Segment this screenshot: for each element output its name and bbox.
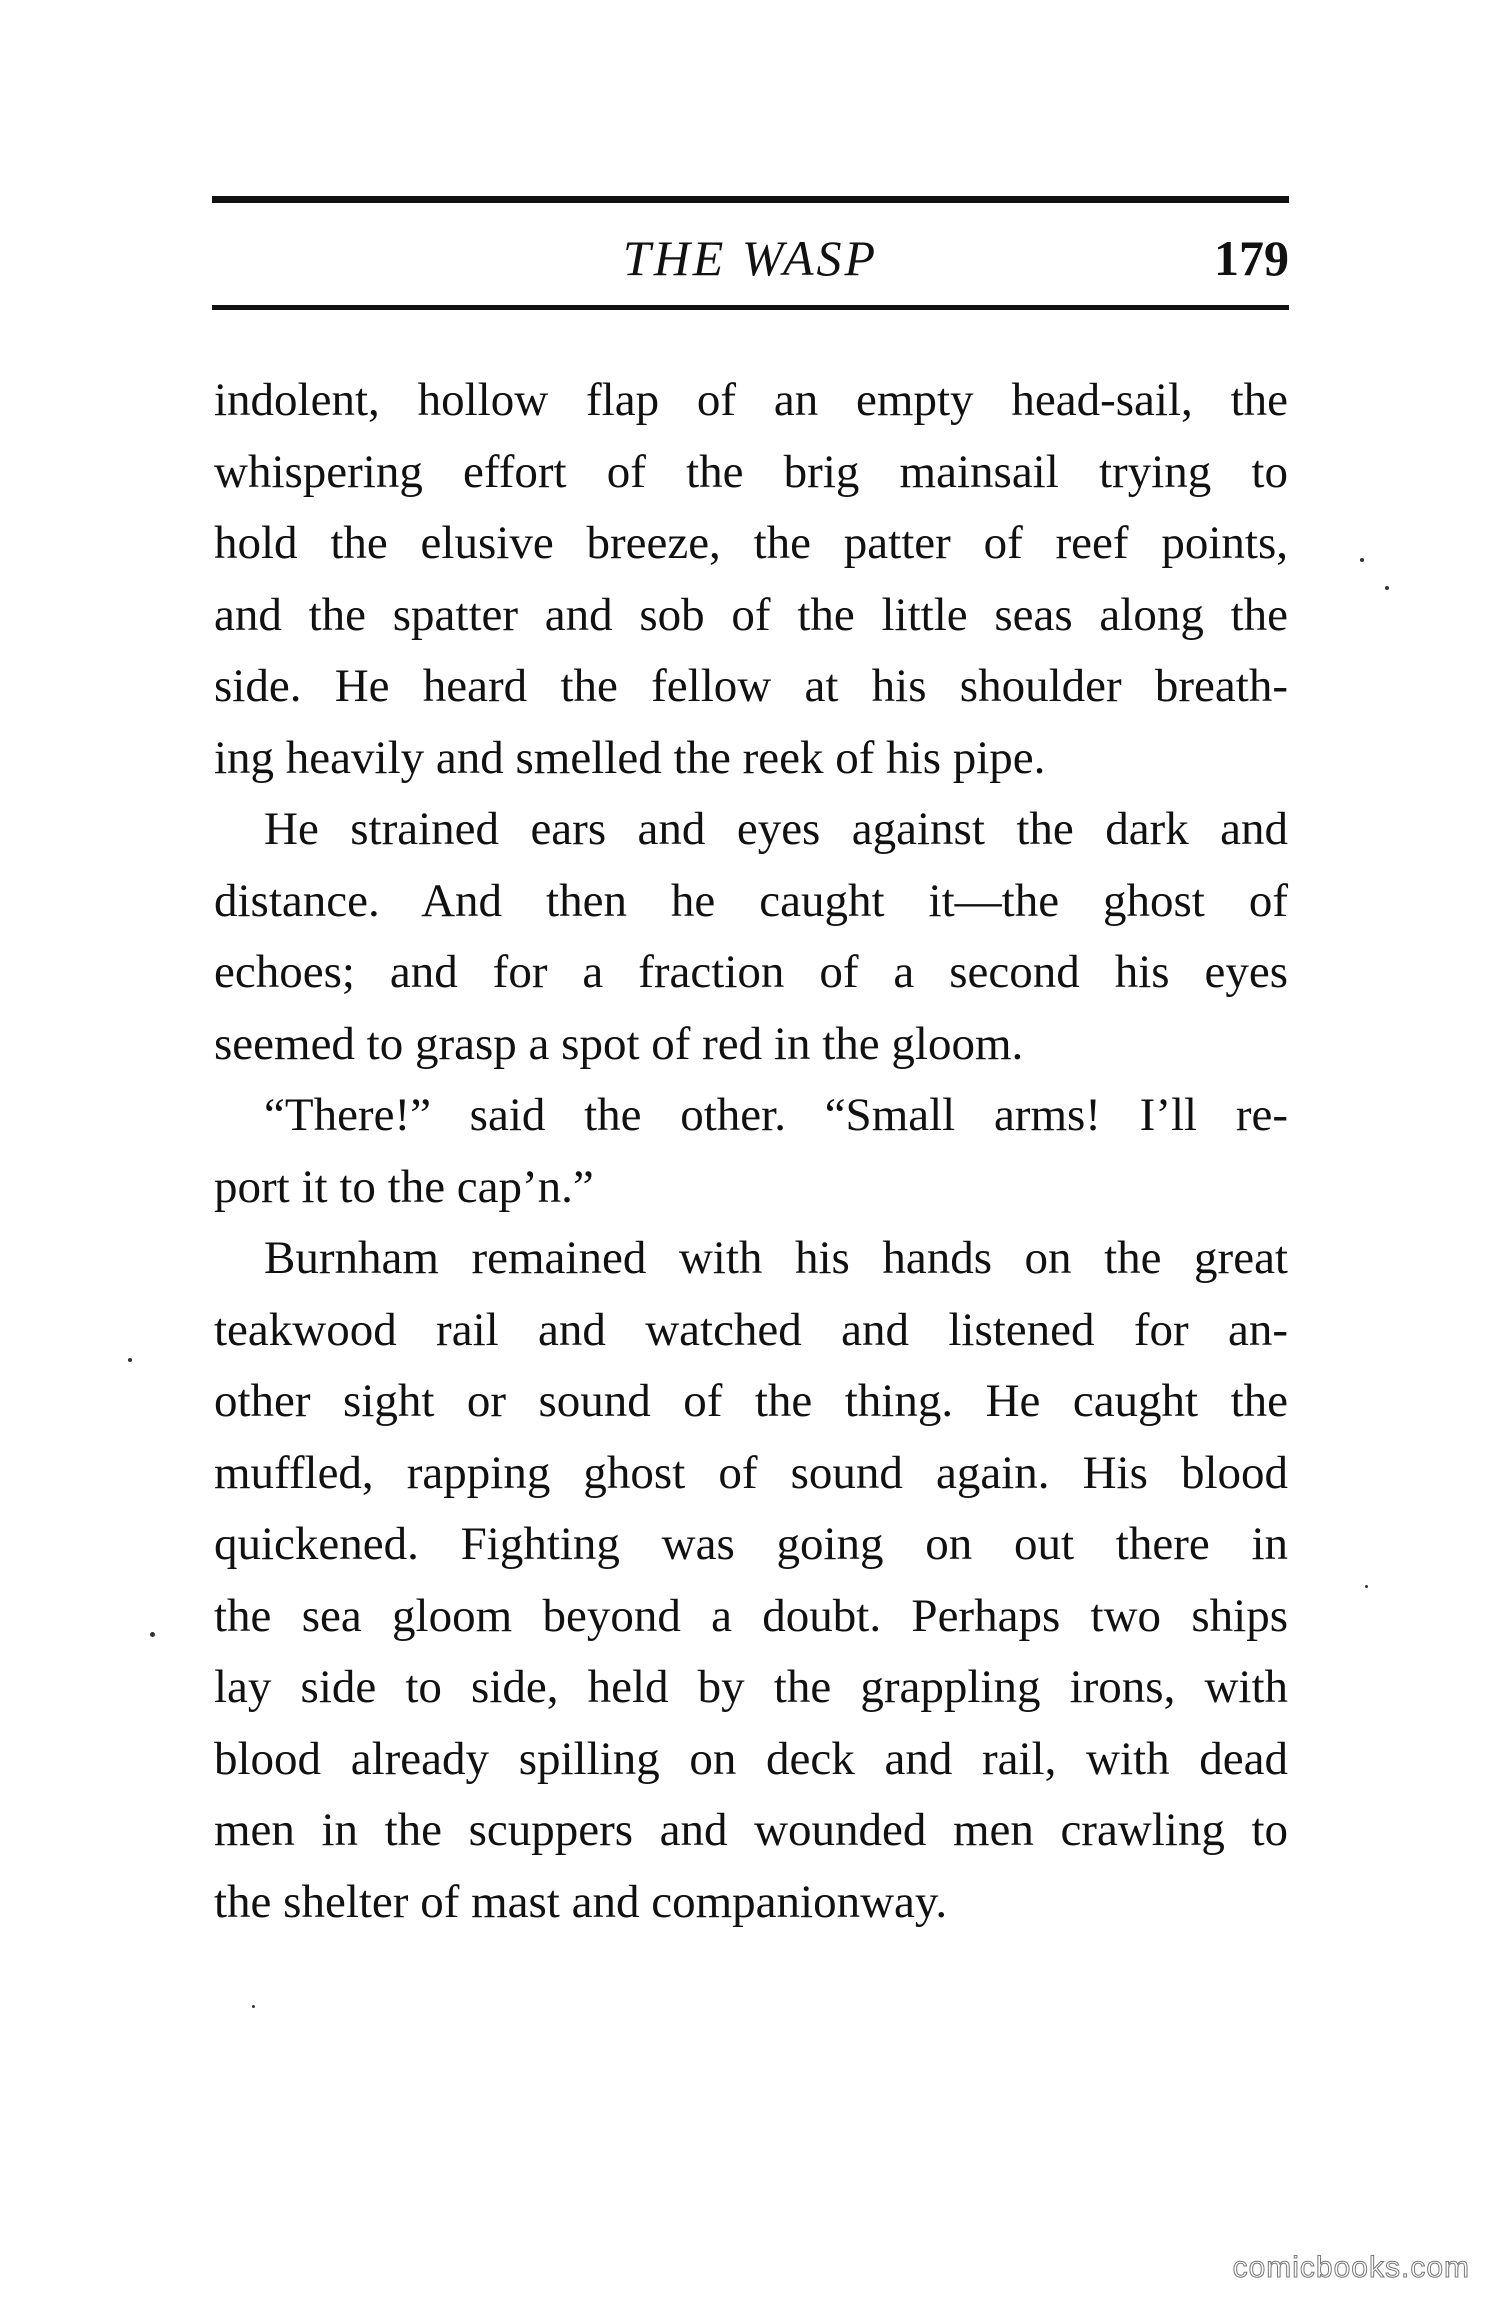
text-line: whispering effort of the brig mainsail trying to bbox=[214, 445, 1288, 498]
text-line: echoes; and for a fraction of a second his eyes bbox=[214, 946, 1288, 998]
header-rule-bottom bbox=[212, 305, 1289, 310]
paragraph-4 bbox=[214, 1223, 1288, 1938]
text-line: Burnham remained with his hands on the great bbox=[264, 1232, 1288, 1284]
print-speck bbox=[150, 1632, 155, 1637]
text-line: lay side to side, held by the grappling irons, with bbox=[214, 1661, 1288, 1713]
text-line: the shelter of mast and companionway. bbox=[214, 1875, 948, 1928]
text-line: quickened. Fighting was going on out there in bbox=[214, 1518, 1288, 1570]
page-number: 179 bbox=[1214, 230, 1289, 286]
header-rule-top bbox=[212, 196, 1289, 203]
text-line: He strained ears and eyes against the dark and bbox=[264, 803, 1288, 855]
text-line: men in the scuppers and wounded men crawling to bbox=[214, 1804, 1288, 1856]
text-line: seemed to grasp a spot of red in the gloom. bbox=[214, 1017, 1024, 1070]
paragraph-2 bbox=[214, 794, 1288, 1080]
text-line: “There!” said the other. “Small arms! I’ll re- bbox=[264, 1089, 1288, 1141]
running-header bbox=[212, 218, 1289, 298]
print-speck bbox=[252, 2005, 255, 2008]
text-line: the sea gloom beyond a doubt. Perhaps two ships bbox=[214, 1589, 1288, 1642]
text-line: side. He heard the fellow at his shoulder breath- bbox=[214, 660, 1288, 712]
print-speck bbox=[1360, 558, 1364, 562]
watermark: comicbooks.com bbox=[1232, 2251, 1470, 2284]
body-text bbox=[214, 365, 1288, 1938]
text-line: muffled, rapping ghost of sound again. His blood bbox=[214, 1446, 1288, 1499]
paragraph-3 bbox=[214, 1080, 1288, 1223]
text-line: other sight or sound of the thing. He caught the bbox=[214, 1375, 1288, 1427]
text-line: blood already spilling on deck and rail, with dead bbox=[214, 1732, 1288, 1785]
paragraph-1 bbox=[214, 365, 1288, 794]
print-speck bbox=[1385, 586, 1389, 590]
text-line: distance. And then he caught it—the ghost of bbox=[214, 874, 1288, 927]
print-speck bbox=[128, 1358, 132, 1362]
running-title: THE WASP bbox=[622, 230, 879, 286]
text-line: port it to the cap’n.” bbox=[214, 1160, 594, 1213]
text-line: indolent, hollow flap of an empty head-sail, the bbox=[214, 374, 1288, 426]
text-line: hold the elusive breeze, the patter of reef points, bbox=[214, 517, 1288, 569]
text-line: teakwood rail and watched and listened for an- bbox=[214, 1303, 1288, 1356]
print-speck bbox=[1365, 1585, 1368, 1588]
text-line: ing heavily and smelled the reek of his pipe. bbox=[214, 731, 1046, 784]
text-line: and the spatter and sob of the little seas along the bbox=[214, 588, 1288, 641]
